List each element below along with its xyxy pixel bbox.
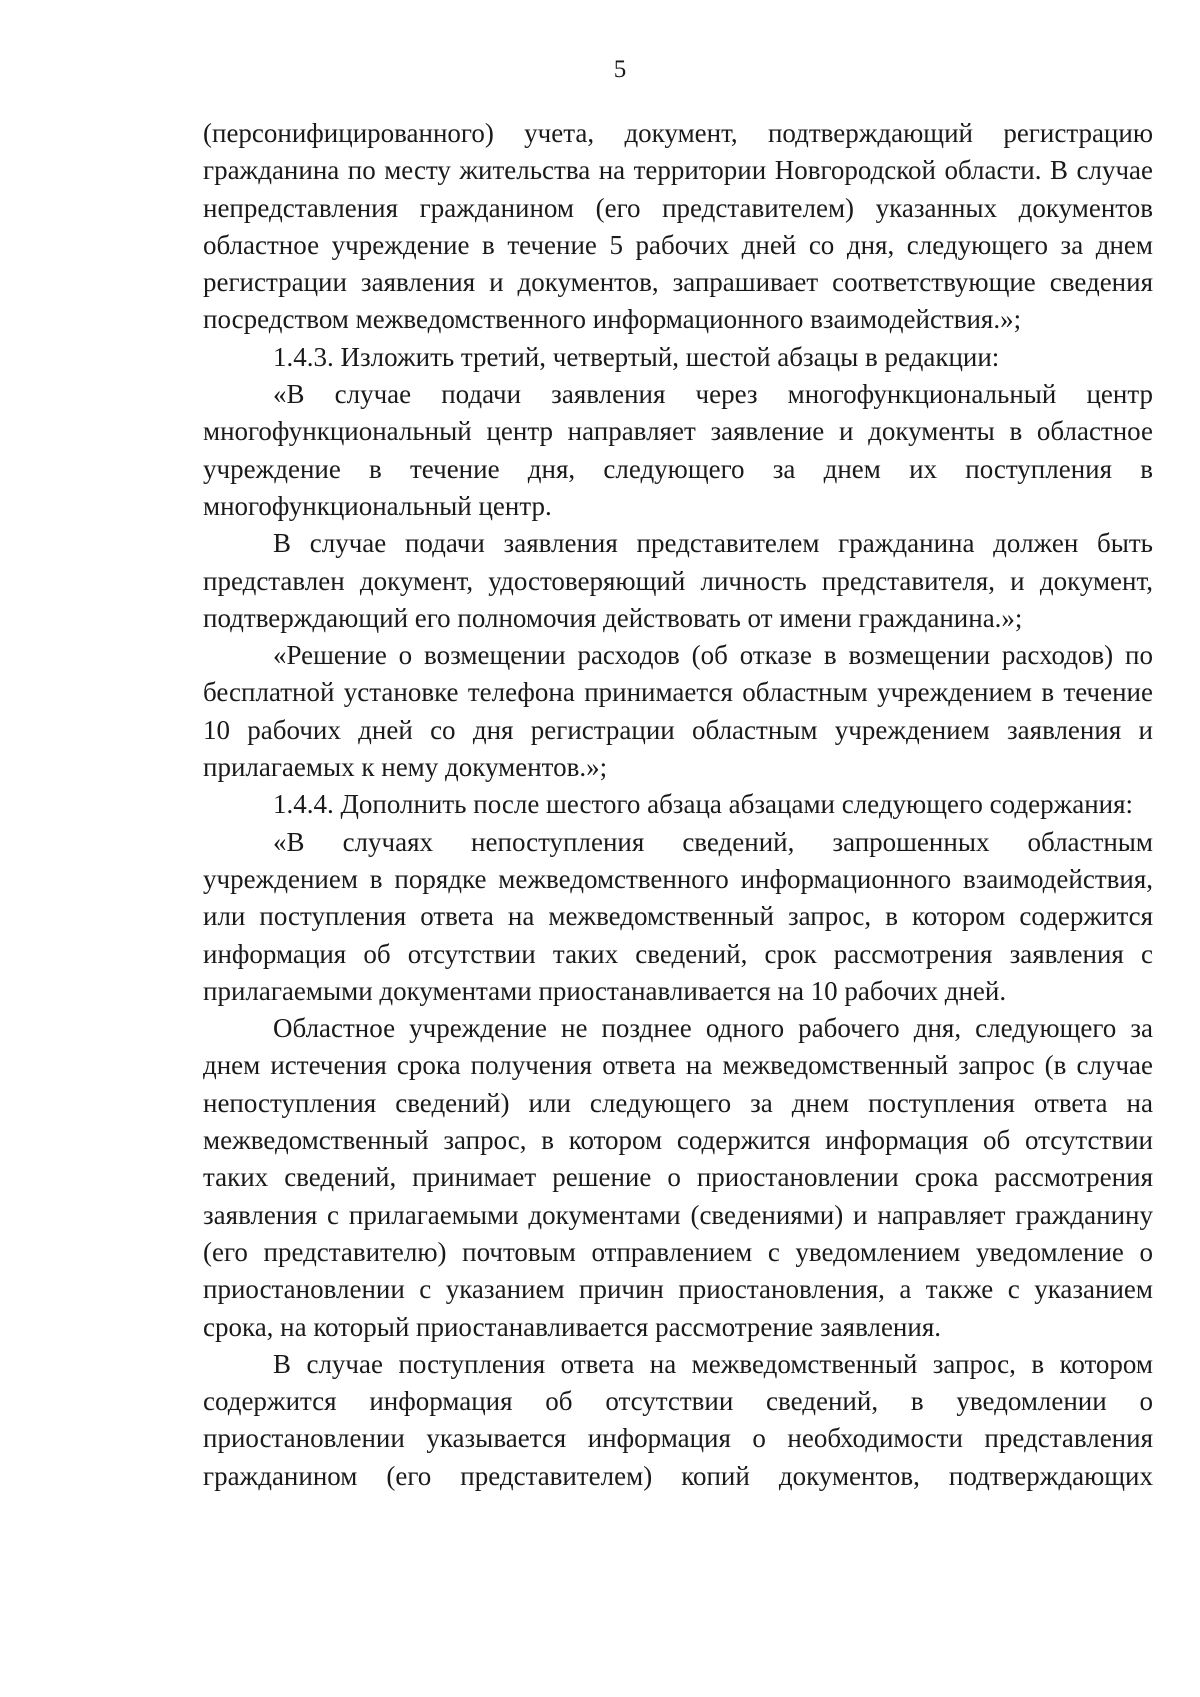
paragraph-notification: В случае поступления ответа на межведомственный запрос, в котором содержится информация об отсутствии сведений, в уведомлении о приостановлении указывается информация о необходимости представления гражданином (его представителем) копий документов, подтверждающих: [203, 1348, 1153, 1491]
paragraph-quote-suspension: «В случаях непоступления сведений, запрошенных областным учреждением в порядке межведомственного информационного взаимодействия, или поступления ответа на межведомственный запрос, в котором содержится информация об отсутствии таких сведений, срок рассмотрения заявления с прилагаемыми документами приостанавливается на 10 рабочих дней.: [203, 826, 1153, 1006]
paragraph-continuation: (персонифицированного) учета, документ, подтверждающий регистрацию гражданина по месту жительства на территории Новгородской области. В случае непредставления гражданином (его представителем) указанных документов областное учреждение в течение 5 рабочих дней со дня, следующего за днем регистрации заявления и документов, запрашивает соответствующие сведения посредством межведомственного информационного взаимодействия.»;: [203, 118, 1153, 335]
document-body: [203, 115, 1153, 1495]
paragraph-regional-institution: Областное учреждение не позднее одного рабочего дня, следующего за днем истечения срока получения ответа на межведомственный запрос (в случае непоступления сведений) или следующего за днем поступления ответа на межведомственный запрос, в котором содержится информация об отсутствии таких сведений, принимает решение о приостановлении срока рассмотрения заявления с прилагаемыми документами (сведениями) и направляет гражданину (его представителю) почтовым отправлением с уведомлением уведомление о приостановлении с указанием причин приостановления, а также с указанием срока, на который приостанавливается рассмотрение заявления.: [203, 1013, 1153, 1342]
page-number: 5: [613, 56, 627, 83]
paragraph-decision: «Решение о возмещении расходов (об отказе в возмещении расходов) по бесплатной установке телефона принимается областным учреждением в течение 10 рабочих дней со дня регистрации областным учреждением заявления и прилагаемых к нему документов.»;: [203, 640, 1153, 783]
paragraph-item-1-4-3: 1.4.3. Изложить третий, четвертый, шестой абзацы в редакции:: [273, 341, 1000, 372]
paragraph-item-1-4-4: 1.4.4. Дополнить после шестого абзаца абзацами следующего содержания:: [273, 789, 1134, 820]
paragraph-quote-mfc: «В случае подачи заявления через многофункциональный центр многофункциональный центр направляет заявление и документы в областное учреждение в течение дня, следующего за днем их поступления в многофункциональный центр.: [203, 379, 1153, 521]
paragraph-representative: В случае подачи заявления представителем гражданина должен быть представлен документ, удостоверяющий личность представителя, и документ, подтверждающий его полномочия действовать от имени гражданина.»;: [203, 528, 1153, 633]
